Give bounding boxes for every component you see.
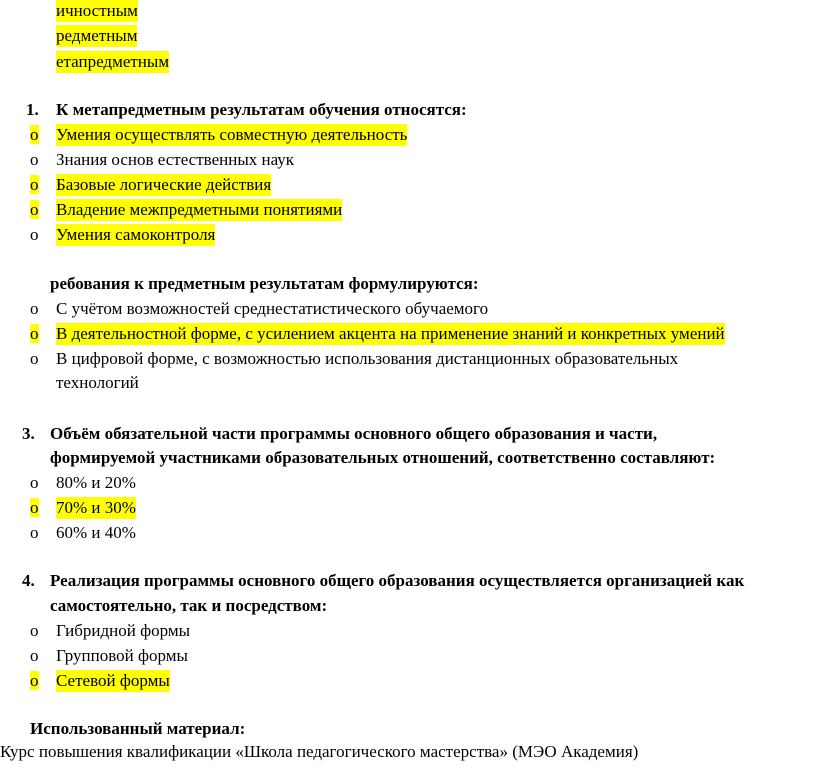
- q4-option-1: Гибридной формы: [56, 621, 191, 640]
- top-option-2: редметным: [56, 26, 138, 45]
- bullet-icon: o: [30, 349, 39, 368]
- top-option-1: ичностным: [56, 1, 138, 20]
- footer-source: Курс повышения квалификации «Школа педагогического мастерства» (МЭО Академия): [0, 742, 639, 761]
- question-4-text-line-1: Реализация программы основного общего образования осуществляется организацией как: [50, 571, 745, 590]
- bullet-icon: o: [30, 175, 39, 194]
- q1-option-5: Умения самоконтроля: [56, 225, 216, 244]
- bullet-icon: o: [30, 646, 39, 665]
- q3-option-1: 80% и 20%: [56, 473, 136, 492]
- bullet-icon: o: [30, 150, 39, 169]
- bullet-icon: o: [30, 473, 39, 492]
- question-2-text: ребования к предметным результатам формулируются:: [50, 274, 479, 293]
- q3-option-2: 70% и 30%: [56, 498, 136, 517]
- q1-option-1: Умения осуществлять совместную деятельность: [56, 125, 408, 144]
- q1-option-3: Базовые логические действия: [56, 175, 272, 194]
- question-4-number: 4.: [22, 571, 35, 590]
- question-1-number: 1.: [26, 100, 39, 119]
- bullet-icon: o: [30, 523, 39, 542]
- q4-option-2: Групповой формы: [56, 646, 188, 665]
- q1-option-2: Знания основ естественных наук: [56, 150, 295, 169]
- bullet-icon: o: [30, 200, 39, 219]
- q2-option-3-line-2: технологий: [56, 373, 139, 392]
- question-3-text-line-2: формируемой участниками образовательных отношений, соответственно составляют:: [50, 448, 716, 467]
- q2-option-1: С учётом возможностей среднестатистического обучаемого: [56, 299, 489, 318]
- bullet-icon: o: [30, 125, 39, 144]
- question-1-text: К метапредметным результатам обучения относятся:: [56, 100, 467, 119]
- question-3-number: 3.: [22, 424, 35, 443]
- bullet-icon: o: [30, 671, 39, 690]
- bullet-icon: o: [30, 299, 39, 318]
- bullet-icon: o: [30, 324, 39, 343]
- bullet-icon: o: [30, 498, 39, 517]
- footer-heading: Использованный материал:: [30, 719, 246, 738]
- question-3-text-line-1: Объём обязательной части программы основного общего образования и части,: [50, 424, 658, 443]
- q2-option-3-line-1: В цифровой форме, с возможностью использования дистанционных образовательных: [56, 349, 679, 368]
- bullet-icon: o: [30, 225, 39, 244]
- q2-option-2: В деятельностной форме, с усилением акцента на применение знаний и конкретных умений: [56, 324, 725, 343]
- q1-option-4: Владение межпредметными понятиями: [56, 200, 343, 219]
- bullet-icon: o: [30, 621, 39, 640]
- q4-option-3: Сетевой формы: [56, 671, 170, 690]
- q3-option-3: 60% и 40%: [56, 523, 136, 542]
- top-option-3: етапредметным: [56, 52, 170, 71]
- question-4-text-line-2: самостоятельно, так и посредством:: [50, 596, 328, 615]
